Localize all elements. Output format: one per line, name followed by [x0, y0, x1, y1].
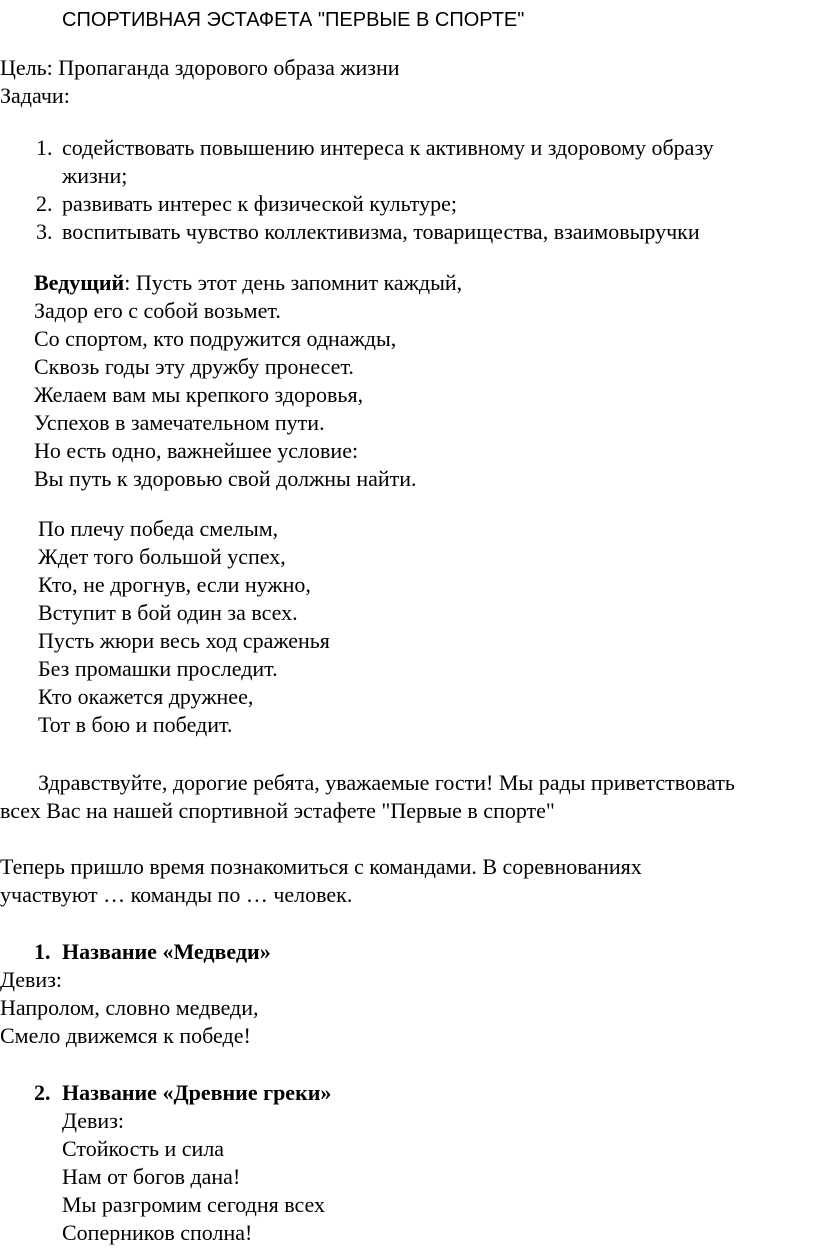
greeting-line: Здравствуйте, дорогие ребята, уважаемые гости! Мы рады приветствовать	[38, 770, 735, 795]
poem-line: Вступит в бой один за всех.	[38, 600, 298, 625]
host-first-line: : Пусть этот день запомнит каждый,	[124, 270, 463, 295]
poem-line: Но есть одно, важнейшее условие:	[34, 438, 359, 463]
host-label: Ведущий	[34, 270, 125, 295]
poem-line: Пусть жюри весь ход сраженья	[38, 628, 330, 653]
intro-line: Теперь пришло время познакомиться с командами. В соревнованиях	[0, 854, 642, 879]
poem-line: Ждет того большой успех,	[38, 544, 286, 569]
goal-line: Цель: Пропаганда здорового образа жизни	[0, 55, 400, 80]
poem-line: По плечу победа смелым,	[38, 516, 279, 541]
poem-line: Без промашки проследит.	[38, 656, 278, 681]
poem-line: Сквозь годы эту дружбу пронесет.	[34, 354, 354, 379]
task-line: развивать интерес к физической культуре;	[62, 191, 458, 216]
task-number: 2.	[36, 191, 53, 216]
task-number: 3.	[36, 219, 53, 244]
poem-line: Желаем вам мы крепкого здоровья,	[34, 382, 364, 407]
task-line: жизни;	[62, 163, 128, 188]
team-number: 1.	[34, 939, 51, 964]
motto-line: Стойкость и сила	[62, 1136, 225, 1161]
motto-line: Смело движемся к победе!	[0, 1023, 251, 1048]
page-title: СПОРТИВНАЯ ЭСТАФЕТА "ПЕРВЫЕ В СПОРТЕ"	[62, 9, 525, 31]
motto-label: Девиз:	[62, 1108, 125, 1133]
task-line: воспитывать чувство коллективизма, товарищества, взаимовыручки	[62, 219, 700, 244]
poem-line: Успехов в замечательном пути.	[34, 410, 325, 435]
poem-line: Задор его с собой возьмет.	[34, 298, 281, 323]
motto-line: Соперников сполна!	[62, 1220, 253, 1245]
poem-line: Кто, не дрогнув, если нужно,	[38, 572, 311, 597]
poem-line: Со спортом, кто подружится однажды,	[34, 326, 397, 351]
poem-line: Тот в бою и победит.	[38, 712, 233, 737]
poem-line: Вы путь к здоровью свой должны найти.	[34, 466, 417, 491]
team-name: Название «Древние греки»	[62, 1080, 332, 1105]
intro-line: участвуют … команды по … человек.	[0, 882, 353, 907]
motto-line: Мы разгромим сегодня всех	[62, 1192, 326, 1217]
team-number: 2.	[34, 1080, 51, 1105]
team-name: Название «Медведи»	[62, 939, 271, 964]
host-line	[34, 269, 462, 297]
motto-line: Нам от богов дана!	[62, 1164, 241, 1189]
task-line: содействовать повышению интереса к активному и здоровому образу	[62, 135, 714, 160]
poem-line: Кто окажется дружнее,	[38, 684, 254, 709]
tasks-label: Задачи:	[0, 83, 70, 108]
greeting-line: всех Вас на нашей спортивной эстафете "Первые в спорте"	[0, 798, 555, 823]
motto-line: Напролом, словно медведи,	[0, 995, 259, 1020]
motto-label: Девиз:	[0, 967, 63, 992]
task-number: 1.	[36, 135, 53, 160]
